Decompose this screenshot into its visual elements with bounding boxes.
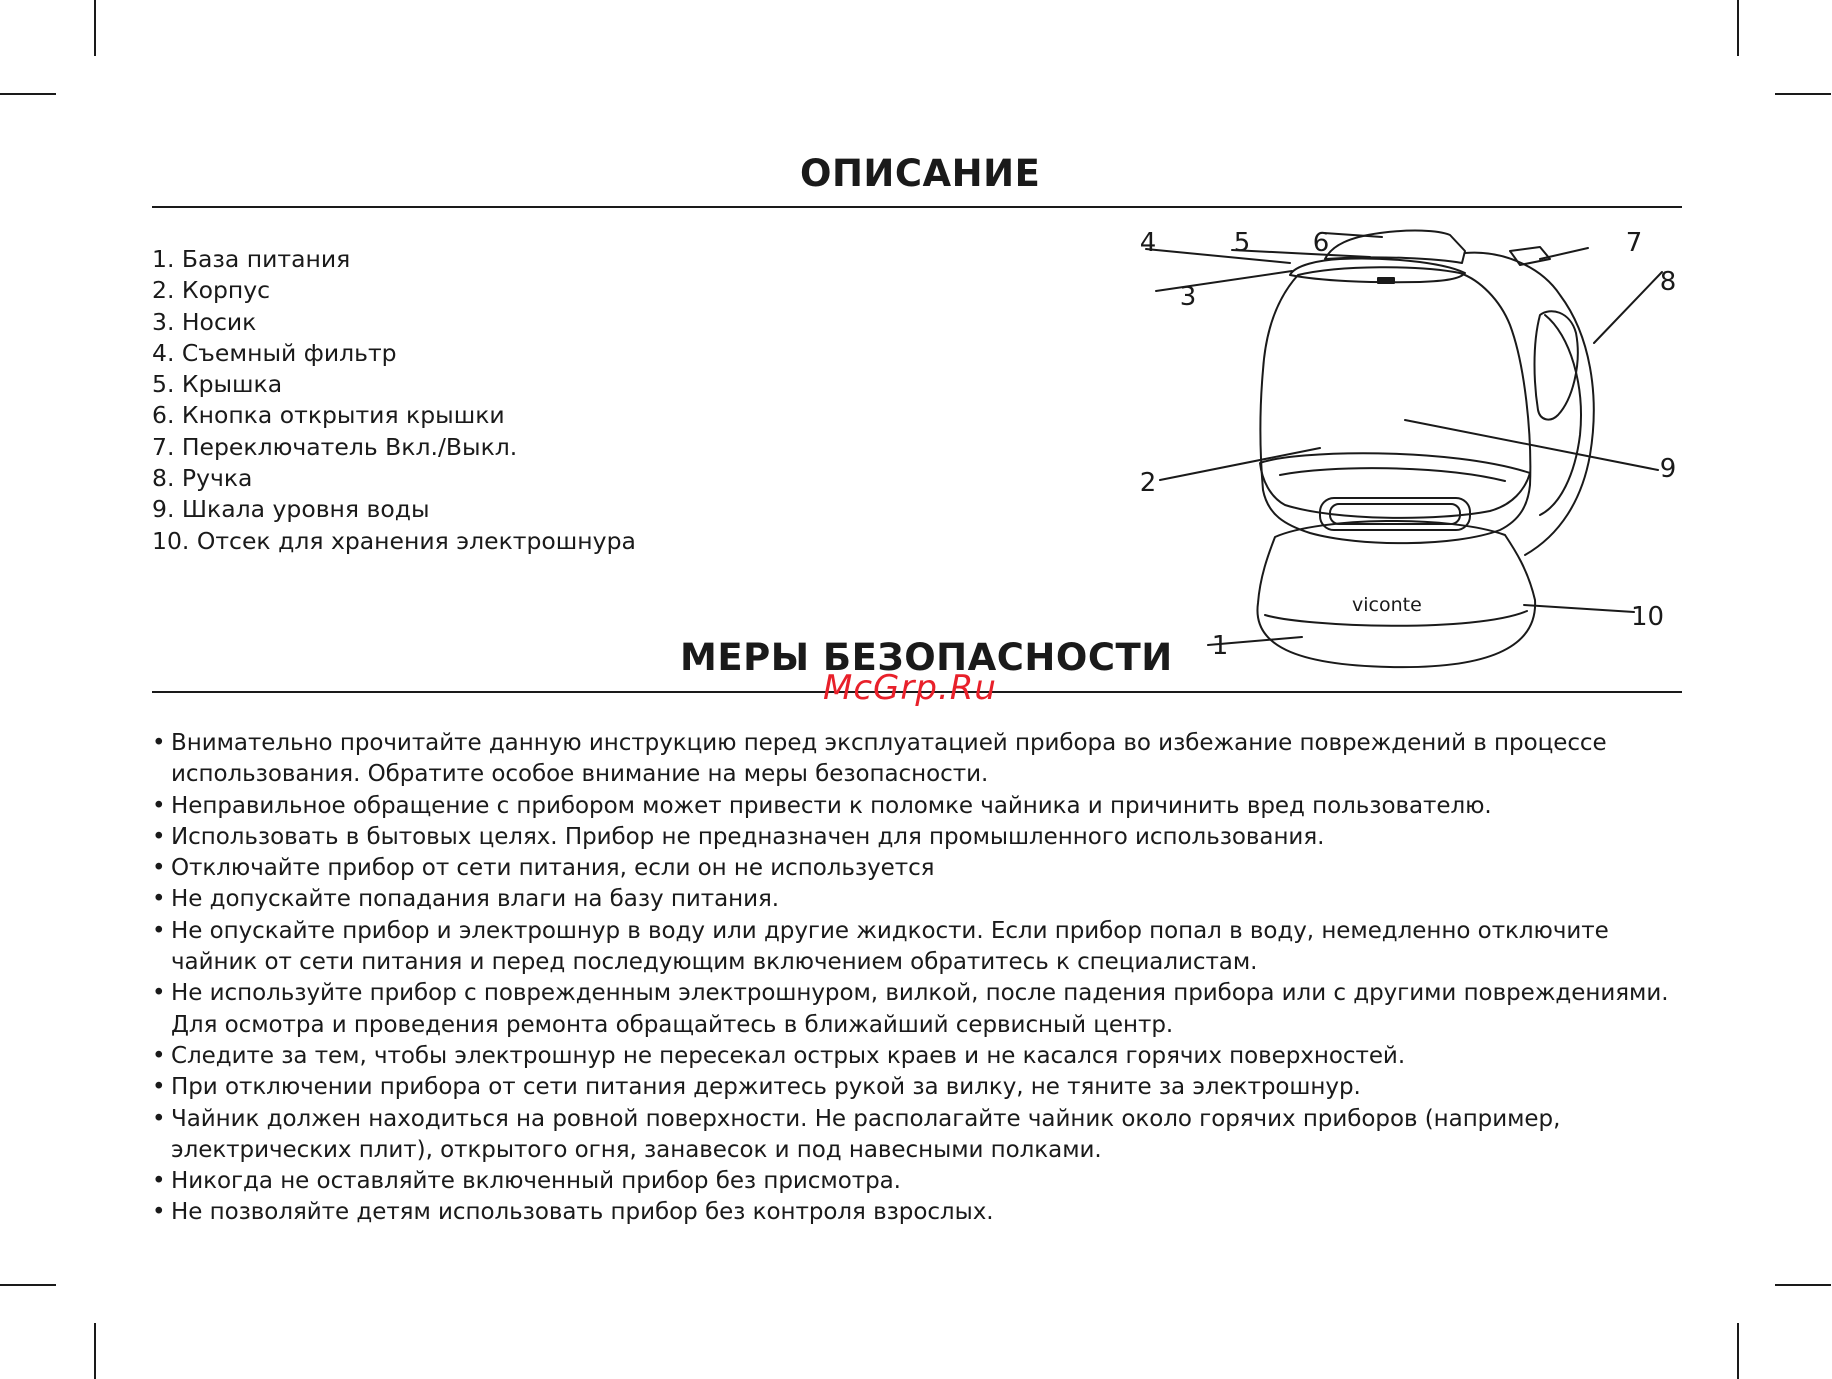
- safety-item: • Не допускайте попадания влаги на базу питания.: [152, 886, 780, 913]
- safety-item: • Отключайте прибор от сети питания, если он не используется: [152, 855, 935, 882]
- safety-item: • Не позволяйте детям использовать прибор без контроля взрослых.: [152, 1199, 994, 1226]
- parts-list-item: 6. Кнопка открытия крышки: [152, 401, 505, 430]
- safety-item: • Чайник должен находиться на ровной поверхности. Не располагайте чайник около горячих приборов (например, электрических плит), открытого огня, занавесок и под навесными полками.: [152, 1105, 1561, 1163]
- parts-list-item: 8. Ручка: [152, 464, 253, 493]
- parts-list-item: 4. Съемный фильтр: [152, 338, 397, 367]
- safety-item: • Не используйте прибор с поврежденным электрошнуром, вилкой, после падения прибора или с другими повреждениями. Для осмотра и проведения ремонта обращайтесь в ближайший сервисный центр.: [152, 980, 1669, 1038]
- power-switch: [1510, 247, 1550, 265]
- safety-item: • Следите за тем, чтобы электрошнур не пересекал острых краев и не касался горячих поверхностей.: [152, 1042, 1406, 1069]
- parts-list-item: 10. Отсек для хранения электрошнура: [152, 526, 636, 555]
- crop-mark: [1775, 93, 1831, 95]
- callout-6: 6: [1312, 228, 1330, 258]
- crop-mark: [1737, 1323, 1739, 1379]
- water-window: [1260, 453, 1530, 518]
- description-title: ОПИСАНИЕ: [800, 152, 1041, 195]
- safety-item: • Внимательно прочитайте данную инструкцию перед эксплуатацией прибора во избежание повреждений в процессе использования. Обратите особое внимание на меры безопасности.: [152, 730, 1607, 788]
- crop-mark: [1737, 0, 1739, 56]
- kettle-diagram: [1120, 215, 1720, 690]
- kettle-body: [1260, 267, 1530, 543]
- safety-list: [152, 728, 1692, 1229]
- callout-4: 4: [1139, 228, 1157, 258]
- callout-2: 2: [1139, 468, 1157, 498]
- safety-title: МЕРЫ БЕЗОПАСНОСТИ: [680, 636, 1173, 679]
- safety-item: • Не опускайте прибор и электрошнур в воду или другие жидкости. Если прибор попал в воду, немедленно отключите чайник от сети питания и перед последующим включением обратитесь к специалистам.: [152, 917, 1609, 976]
- parts-list-item: 7. Переключатель Вкл./Выкл.: [152, 432, 518, 461]
- crop-mark: [94, 0, 96, 56]
- crop-mark: [0, 1284, 56, 1286]
- parts-list: [152, 244, 636, 557]
- callout-10: 10: [1631, 602, 1665, 632]
- brand-label: viconte: [1352, 594, 1422, 616]
- callout-5: 5: [1233, 228, 1251, 258]
- callout-8: 8: [1659, 267, 1677, 297]
- safety-item: • Использовать в бытовых целях. Прибор не предназначен для промышленного использования.: [152, 823, 1325, 850]
- callout-9: 9: [1659, 454, 1677, 484]
- water-window-inner: [1280, 468, 1505, 481]
- safety-item: • При отключении прибора от сети питания держитесь рукой за вилку, не тяните за электрошнур.: [152, 1074, 1361, 1101]
- callout-1: 1: [1211, 631, 1229, 661]
- callout-3: 3: [1179, 282, 1197, 312]
- parts-list-item: 3. Носик: [152, 307, 257, 336]
- parts-list-item: 2. Корпус: [152, 276, 271, 305]
- kettle-handle: [1465, 253, 1594, 555]
- lid-button: [1378, 278, 1394, 283]
- callout-7: 7: [1625, 228, 1643, 258]
- water-window-slot: [1320, 498, 1470, 530]
- crop-mark: [1775, 1284, 1831, 1286]
- crop-mark: [94, 1323, 96, 1379]
- parts-list-item: 9. Шкала уровня воды: [152, 495, 430, 524]
- safety-item: • Никогда не оставляйте включенный прибор без присмотра.: [152, 1168, 901, 1195]
- watermark: McGrp.Ru: [823, 668, 997, 708]
- parts-list-item: 1. База питания: [152, 245, 351, 273]
- parts-list-item: 5. Крышка: [152, 370, 283, 399]
- safety-item: • Неправильное обращение с прибором может привести к поломке чайника и причинить вред пользователю.: [152, 792, 1492, 819]
- description-rule: [152, 206, 1682, 208]
- kettle-handle-inner: [1540, 315, 1581, 515]
- crop-mark: [0, 93, 56, 95]
